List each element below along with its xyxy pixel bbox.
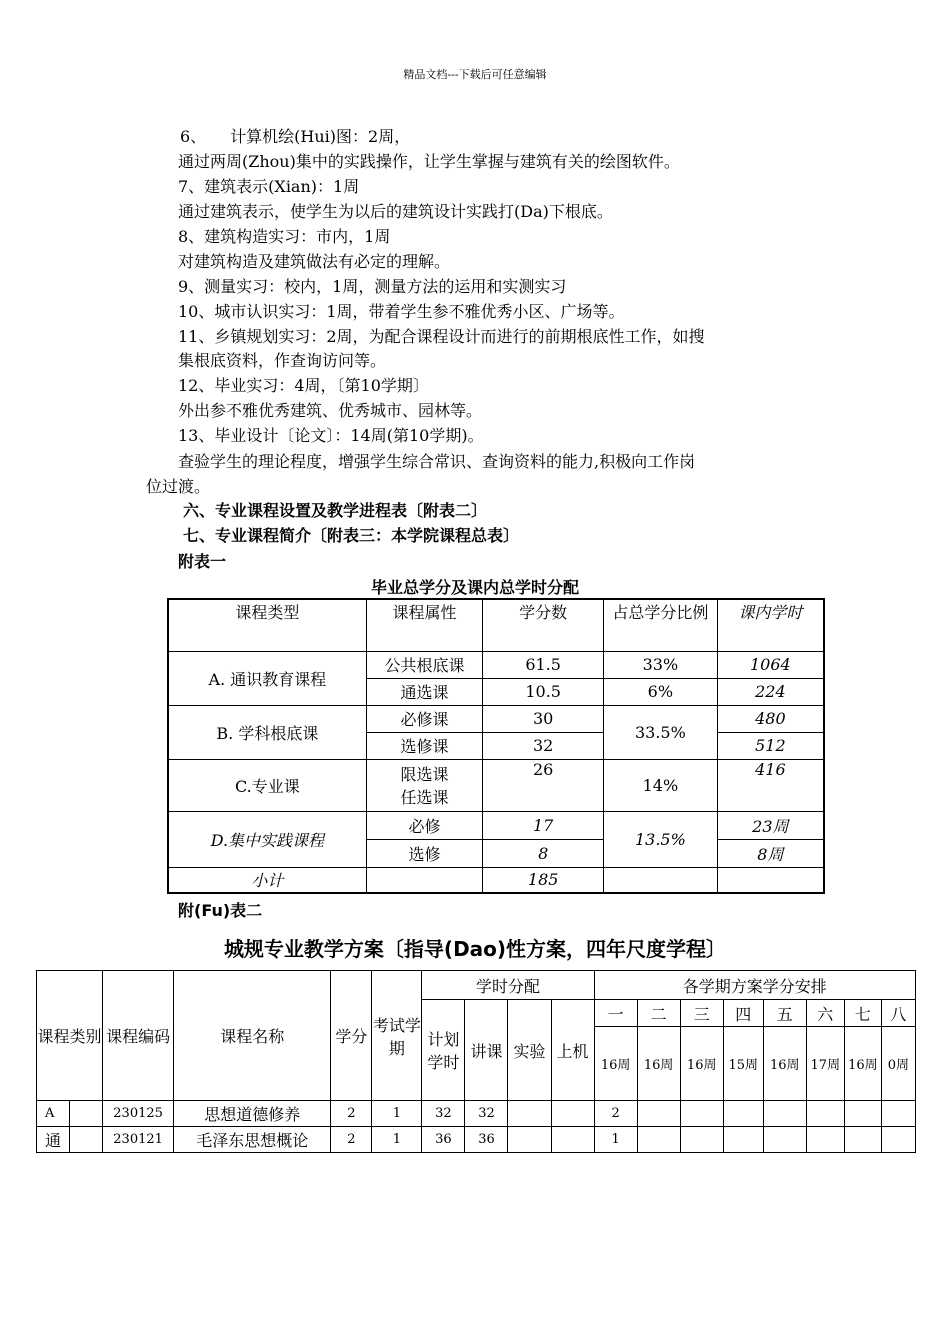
term-cell: 四 [723, 1000, 763, 1027]
text-line: 9、测量实习：校内，1周，测量方法的运用和实测实习 [178, 277, 567, 296]
table-header-row [168, 599, 824, 651]
header-cell: 课程名称 [174, 971, 331, 1101]
table-cell: C.专业课 [168, 759, 366, 811]
table-cell: 必修课 [366, 705, 483, 732]
text-line: 10、城市认识实习：1周，带着学生参不雅优秀小区、广场等。 [178, 302, 625, 321]
table-cell [806, 1101, 844, 1127]
credit-distribution-table [167, 598, 825, 894]
table-cell [723, 1101, 763, 1127]
table-row [168, 867, 824, 893]
table-cell: 6% [604, 678, 718, 705]
header-cell: 各学期方案学分安排 [594, 971, 915, 1000]
appendix-1-label: 附表一 [178, 552, 227, 571]
text-line: 外出参不雅优秀建筑、优秀城市、园林等。 [178, 401, 483, 420]
table-cell [806, 1127, 844, 1153]
cell-line: 任选课 [400, 788, 449, 807]
appendix-2-label: 附(Fu)表二 [178, 901, 263, 920]
weeks-cell: 16周 [680, 1027, 723, 1101]
table-cell [366, 867, 483, 893]
header-cell: 占总学分比例 [604, 599, 718, 651]
text-line: 集根底资料，作查询访问等。 [178, 351, 387, 370]
table-cell: 选修课 [366, 732, 483, 759]
table-cell [637, 1101, 680, 1127]
header-cell: 考试学期 [372, 971, 422, 1101]
table-cell: 必修 [366, 811, 483, 839]
table-cell: 思想道德修养 [174, 1101, 331, 1127]
table-cell: 通选课 [366, 678, 483, 705]
header-cell: 课程编码 [103, 971, 174, 1101]
table-cell: 通 [37, 1127, 70, 1153]
header-cell: 学分数 [483, 599, 604, 651]
term-cell: 二 [637, 1000, 680, 1027]
weeks-cell: 16周 [763, 1027, 806, 1101]
table-row [37, 1101, 916, 1127]
term-cell: 五 [763, 1000, 806, 1027]
table-cell [70, 1101, 103, 1127]
table-cell: 2 [594, 1101, 637, 1127]
table-row [37, 1127, 916, 1153]
term-cell: 一 [594, 1000, 637, 1027]
text-line: 通过建筑表示，使学生为以后的建筑设计实践打(Da)下根底。 [178, 202, 613, 221]
header-cell: 课程属性 [366, 599, 483, 651]
table-cell: 选修 [366, 839, 483, 867]
table-cell: 2 [331, 1127, 372, 1153]
teaching-plan-table [36, 970, 916, 1153]
weeks-cell: 17周 [806, 1027, 844, 1101]
page-header: 精品文档---下载后可任意编辑 [403, 68, 547, 81]
table-cell [680, 1101, 723, 1127]
header-cell: 课内学时 [717, 599, 824, 651]
table-cell: 23周 [717, 811, 824, 839]
table-cell [680, 1127, 723, 1153]
table-cell: 2 [331, 1101, 372, 1127]
table-cell: A. 通识教育课程 [168, 651, 366, 705]
table-cell [604, 867, 718, 893]
table-row [168, 759, 824, 811]
cell-line: 限选课 [400, 765, 449, 784]
table-cell: 32 [465, 1101, 508, 1127]
term-cell: 六 [806, 1000, 844, 1027]
text-line: 12、毕业实习：4周，〔第10学期〕 [178, 376, 429, 395]
table-cell [508, 1127, 551, 1153]
table-cell [551, 1101, 594, 1127]
header-cell: 课程类型 [168, 599, 366, 651]
table-cell [763, 1127, 806, 1153]
header-cell: 课程类别 [37, 971, 103, 1101]
table-cell: 1064 [717, 651, 824, 678]
table-cell: 1 [372, 1101, 422, 1127]
table-cell: 185 [483, 867, 604, 893]
section-6-heading: 六、专业课程设置及教学进程表〔附表二〕 [183, 501, 488, 520]
term-cell: 七 [844, 1000, 881, 1027]
table-cell: 512 [717, 732, 824, 759]
header-cell: 学时分配 [422, 971, 594, 1000]
table-cell: 32 [422, 1101, 465, 1127]
table-cell: 8周 [717, 839, 824, 867]
table-row [168, 811, 824, 839]
table-header-row [37, 971, 916, 1000]
table-cell: 61.5 [483, 651, 604, 678]
table-cell [844, 1101, 881, 1127]
text-line: 11、乡镇规划实习：2周，为配合课程设计而进行的前期根底性工作，如搜 [178, 327, 705, 346]
table-cell: 224 [717, 678, 824, 705]
table-cell [551, 1127, 594, 1153]
table-cell [366, 759, 483, 811]
table-cell: 230125 [103, 1101, 174, 1127]
table-cell: 416 [717, 759, 824, 811]
table-cell: 10.5 [483, 678, 604, 705]
table-cell [881, 1101, 915, 1127]
term-cell: 八 [881, 1000, 915, 1027]
table-cell [763, 1101, 806, 1127]
header-cell: 学分 [331, 971, 372, 1101]
text-line: 位过渡。 [146, 477, 211, 496]
weeks-cell: 16周 [844, 1027, 881, 1101]
table-cell: 26 [483, 759, 604, 811]
table-cell: 480 [717, 705, 824, 732]
table-cell: 13.5% [604, 811, 718, 867]
text-line: 查验学生的理论程度，增强学生综合常识、查询资料的能力,积极向工作岗 [178, 452, 696, 471]
text-line: 6、 计算机绘(Hui)图：2周， [180, 127, 411, 146]
table-row [168, 705, 824, 732]
table-cell: 17 [483, 811, 604, 839]
table-cell [717, 867, 824, 893]
table-cell: 36 [465, 1127, 508, 1153]
header-cell: 实验 [508, 1000, 551, 1101]
text-line: 对建筑构造及建筑做法有必定的理解。 [178, 252, 451, 271]
table-cell: 1 [372, 1127, 422, 1153]
table-cell: 1 [594, 1127, 637, 1153]
table-row [168, 651, 824, 678]
table-cell [844, 1127, 881, 1153]
table-cell [70, 1127, 103, 1153]
header-cell: 计划学时 [422, 1000, 465, 1101]
table-cell: 30 [483, 705, 604, 732]
table-cell: 公共根底课 [366, 651, 483, 678]
text-line: 13、毕业设计〔论文〕：14周(第10学期)。 [178, 426, 484, 445]
table-cell [637, 1127, 680, 1153]
table-cell: 36 [422, 1127, 465, 1153]
table-cell: 14% [604, 759, 718, 811]
table-cell: 32 [483, 732, 604, 759]
table-cell: A [37, 1101, 70, 1127]
table-cell [508, 1101, 551, 1127]
table-cell: D.集中实践课程 [168, 811, 366, 867]
table-cell: 8 [483, 839, 604, 867]
table-cell: 230121 [103, 1127, 174, 1153]
header-cell: 上机 [551, 1000, 594, 1101]
table-cell: 33% [604, 651, 718, 678]
text-line: 通过两周(Zhou)集中的实践操作，让学生掌握与建筑有关的绘图软件。 [178, 152, 680, 171]
table-cell: 毛泽东思想概论 [174, 1127, 331, 1153]
text-line: 7、建筑表示(Xian)：1周 [178, 177, 360, 196]
table-cell [881, 1127, 915, 1153]
table-cell: B. 学科根底课 [168, 705, 366, 759]
section-7-heading: 七、专业课程简介〔附表三：本学院课程总表〕 [183, 526, 520, 545]
table-cell: 33.5% [604, 705, 718, 759]
weeks-cell: 16周 [637, 1027, 680, 1101]
header-cell: 讲课 [465, 1000, 508, 1101]
table2-caption: 城规专业教学方案〔指导(Dao)性方案，四年尺度学程〕 [223, 937, 727, 961]
weeks-cell: 16周 [594, 1027, 637, 1101]
term-cell: 三 [680, 1000, 723, 1027]
weeks-cell: 0周 [881, 1027, 915, 1101]
table-cell [723, 1127, 763, 1153]
table1-caption: 毕业总学分及课内总学时分配 [370, 578, 579, 597]
weeks-cell: 15周 [723, 1027, 763, 1101]
text-line: 8、建筑构造实习：市内，1周 [178, 227, 391, 246]
table-cell: 小计 [168, 867, 366, 893]
